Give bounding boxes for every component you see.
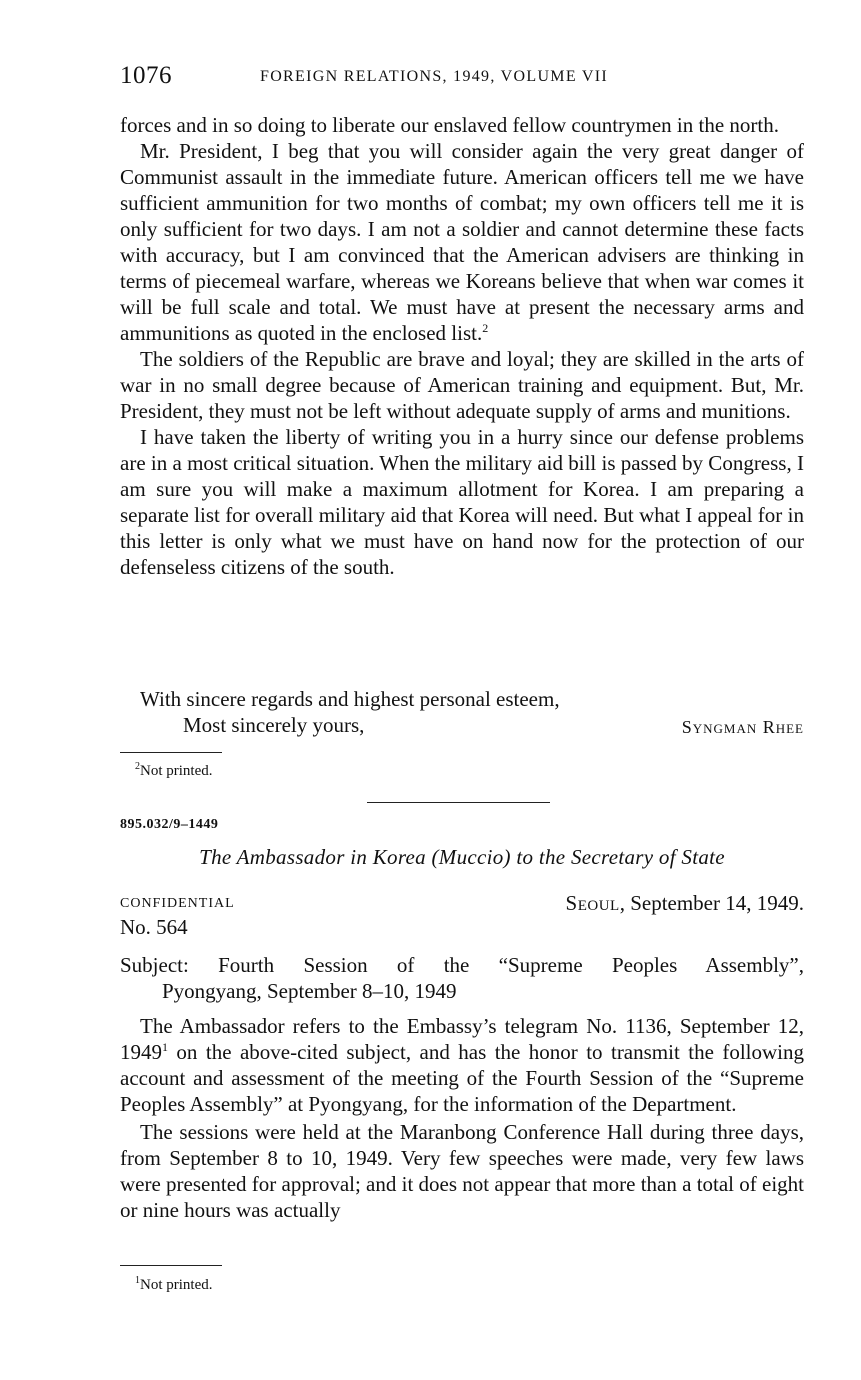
document-paragraph-text: on the above-cited subject, and has the honor to transmit the following account and assessment of the meeting of the Fourth Session of the “Supreme Peoples Assembly” at Pyongyang, for the information of the Department. [120, 1040, 804, 1116]
letter-paragraph-text: Mr. President, I beg that you will consider again the very great danger of Communist assault in the immediate future. American officers tell me we have sufficient ammunition for two months of combat; my own officers tell me it is only sufficient for two days. I am not a soldier and cannot determine these facts with accuracy, but I am convinced that the American advisers are thinking in terms of piecemeal warfare, whereas we Koreans believe that when war comes it will be full scale and total. We must have at present the necessary arms and ammunitions as quoted in the enclosed list. [120, 139, 804, 345]
document-paragraph [120, 1013, 804, 1117]
dateline-date: , September 14, 1949. [619, 891, 804, 915]
dateline [566, 891, 804, 916]
footnote-ref: 1 [162, 1040, 168, 1054]
footnote-mark: 2 [135, 761, 140, 772]
letter-paragraph: I have taken the liberty of writing you in a hurry since our defense problems are in a most critical situation. When the military aid bill is passed by Congress, I am sure you will make a maximum allotment for Korea. I am preparing a separate list for overall military aid that Korea will need. But what I appeal for in this letter is only what we must have on hand now for the protection of our defenseless citizens of the south. [120, 425, 804, 579]
document-body [120, 1013, 804, 1223]
letter-paragraph: The soldiers of the Republic are brave and loyal; they are skilled in the arts of war in no small degree because of American training and equipment. But, Mr. President, they must not be left without adequate supply of arms and munitions. [120, 347, 804, 423]
footnote-rule [120, 752, 222, 753]
letter-body [120, 112, 804, 580]
classification: CONFIDENTIAL [120, 896, 235, 911]
section-separator [367, 802, 550, 803]
footnote-rule [120, 1265, 222, 1266]
page-number: 1076 [120, 62, 172, 89]
document-paragraph-text: The Ambassador refers to the Embassy’s telegram No. 1136, September 12, 1949 [120, 1014, 804, 1064]
dateline-place: Seoul [565, 891, 620, 915]
letter-paragraph: forces and in so doing to liberate our enslaved fellow countrymen in the north. [120, 113, 779, 137]
subject-line: Pyongyang, September 8–10, 1949 [162, 979, 457, 1003]
document-number: No. 564 [120, 915, 188, 939]
footnote-text: Not printed. [140, 1277, 213, 1293]
running-head: FOREIGN RELATIONS, 1949, VOLUME VII [260, 68, 609, 85]
footnote [135, 761, 213, 780]
letter-closing: With sincere regards and highest personal esteem, [140, 687, 560, 711]
footnote [135, 1275, 213, 1294]
letter-signature: Syngman Rhee [681, 717, 804, 737]
footnote-ref: 2 [482, 321, 489, 335]
document-title: The Ambassador in Korea (Muccio) to the Secretary of State [199, 845, 725, 869]
page-header [120, 62, 804, 94]
subject-line: Subject: Fourth Session of the “Supreme Peoples Assembly”, [120, 953, 804, 977]
document-paragraph: The sessions were held at the Maranbong Conference Hall during three days, from September 8 to 10, 1949. Very few speeches were made, very few laws were presented for approval; and it does not appear that more than a total of eight or nine hours was actually [120, 1120, 804, 1222]
letter-signoff: Most sincerely yours, [183, 713, 365, 737]
footnote-text: Not printed. [140, 763, 213, 779]
letter-paragraph [120, 138, 804, 346]
file-number: 895.032/9–1449 [120, 817, 219, 832]
subject-block [120, 952, 804, 1004]
footnote-mark: 1 [135, 1275, 140, 1286]
